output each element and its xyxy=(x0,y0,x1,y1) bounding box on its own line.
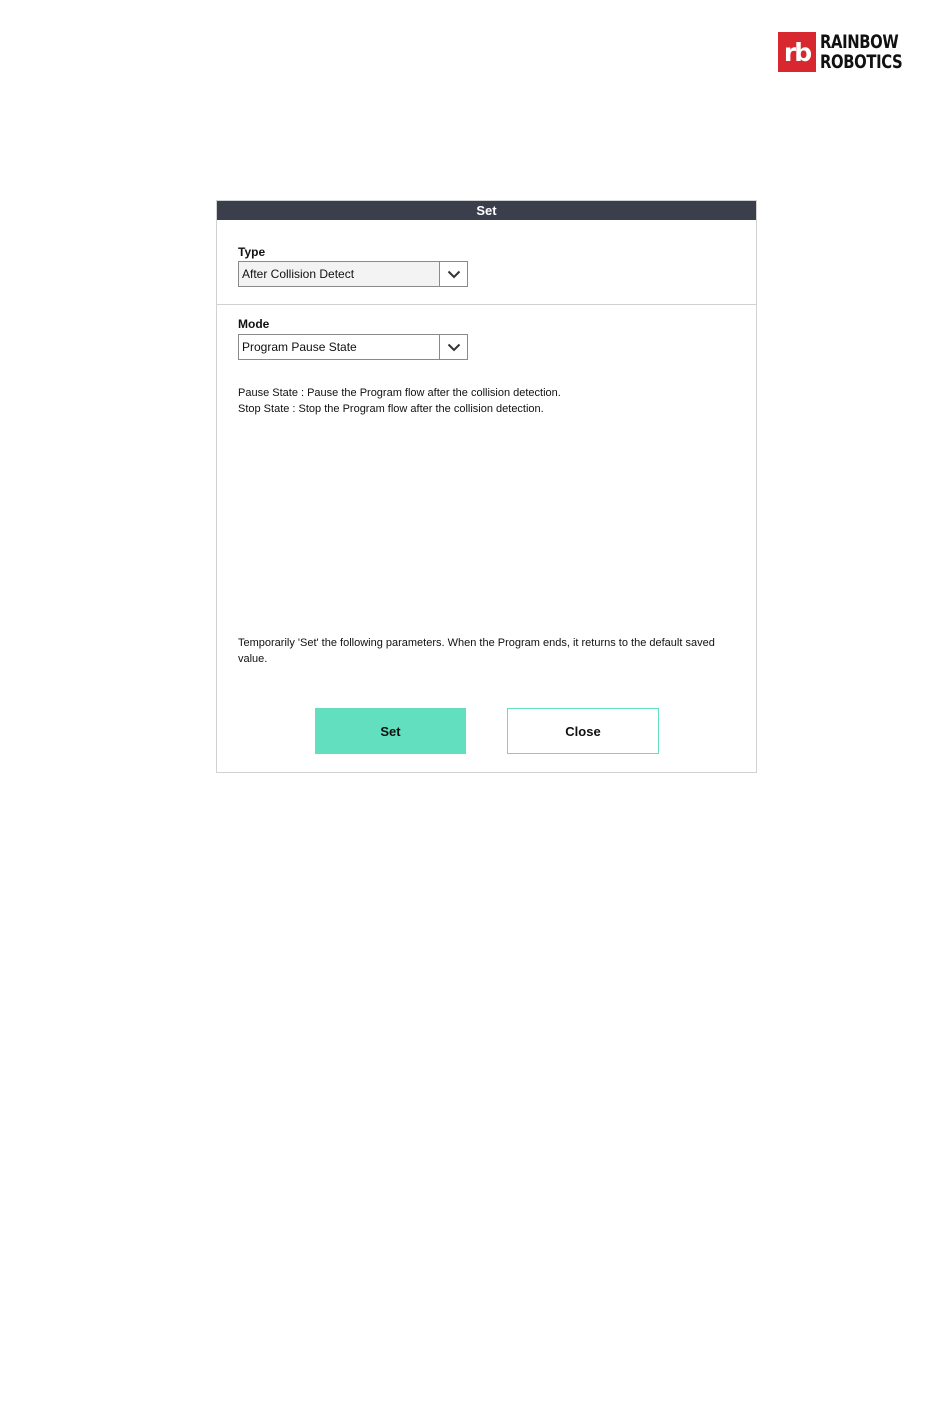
type-section xyxy=(217,220,756,305)
set-button[interactable]: Set xyxy=(315,708,466,754)
stop-state-description: Stop State : Stop the Program flow after the collision detection. xyxy=(238,402,544,415)
type-select[interactable] xyxy=(238,261,468,287)
mode-select[interactable] xyxy=(238,334,468,360)
logo-line-1: RAINBOW xyxy=(820,31,899,53)
logo-wordmark xyxy=(820,32,902,72)
type-select-value: After Collision Detect xyxy=(242,267,355,281)
rainbow-robotics-logo xyxy=(778,31,925,73)
logo-line-2: ROBOTICS xyxy=(820,51,903,73)
set-dialog xyxy=(216,200,757,773)
temporary-set-note: Temporarily 'Set' the following parameters. When the Program ends, it returns to the default saved value. xyxy=(238,637,715,665)
mode-label: Mode xyxy=(238,317,270,331)
pause-state-description: Pause State : Pause the Program flow after the collision detection. xyxy=(238,387,561,399)
chevron-down-icon xyxy=(447,270,461,279)
close-button[interactable]: Close xyxy=(507,708,659,754)
type-dropdown-button[interactable] xyxy=(439,262,467,286)
chevron-down-icon xyxy=(447,343,461,352)
type-label: Type xyxy=(238,245,266,259)
mode-description xyxy=(238,386,738,417)
dialog-title: Set xyxy=(217,201,756,220)
logo-mark: rb xyxy=(778,32,816,72)
mode-select-value: Program Pause State xyxy=(242,340,357,354)
mode-dropdown-button[interactable] xyxy=(439,335,467,359)
